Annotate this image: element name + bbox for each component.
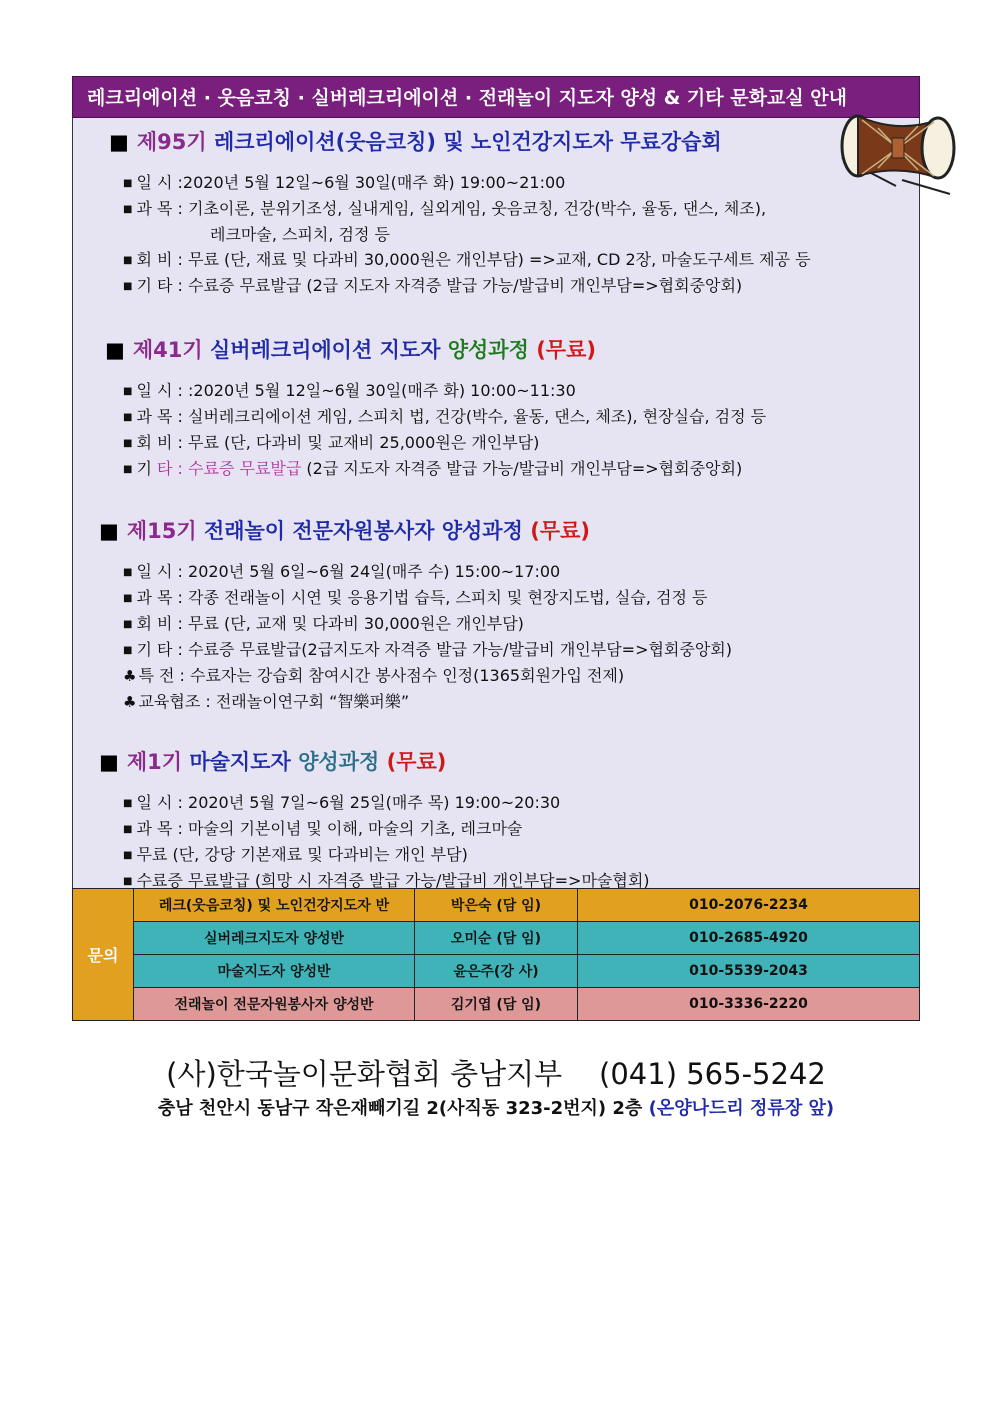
phone-cell: 010-3336-2220	[578, 988, 920, 1021]
small-square-bullet-icon: ■	[123, 281, 133, 292]
table-row	[73, 922, 920, 955]
organization-phone: (041) 565-5242	[599, 1057, 826, 1091]
clover-bullet-icon: ♣	[123, 667, 137, 685]
note-item: ♣ 특 전 : 수료자는 강습회 참여시간 봉사점수 인정(1365회원가입 전제)	[123, 666, 625, 685]
janggu-drum-icon	[838, 98, 960, 198]
list-item: ■ 회 비 : 무료 (단, 다과비 및 교재비 25,000원은 개인부담)	[123, 433, 540, 452]
person-cell: 오미순 (담 임)	[415, 922, 578, 955]
table-row	[73, 955, 920, 988]
section-magic	[73, 746, 919, 894]
table-row	[73, 988, 920, 1021]
footer-address	[0, 1094, 992, 1120]
section-heading: ■ 제1기 마술지도자 양성과정 (무료)	[99, 750, 447, 774]
section-silver	[73, 334, 919, 482]
course-panel	[72, 118, 920, 888]
small-square-bullet-icon: ■	[123, 178, 133, 189]
small-square-bullet-icon: ■	[123, 255, 133, 266]
list-item: ■ 회 비 : 무료 (단, 교재 및 다과비 30,000원은 개인부담)	[123, 614, 524, 633]
section-traditional-play	[73, 515, 919, 715]
list-item: ■ 회 비 : 무료 (단, 재료 및 다과비 30,000원은 개인부담) =>교재, CD 2장, 마술도구세트 제공 등	[123, 250, 811, 269]
person-cell: 김기엽 (담 임)	[415, 988, 578, 1021]
course-cell: 전래놀이 전문자원봉사자 양성반	[134, 988, 415, 1021]
list-item: ■ 일 시 : 2020년 5월 6일~6월 24일(매주 수) 15:00~17:00	[123, 562, 561, 581]
small-square-bullet-icon: ■	[123, 798, 133, 809]
square-bullet-icon: ■	[99, 519, 119, 543]
list-item: ■ 일 시 : 2020년 5월 7일~6월 25일(매주 목) 19:00~20:30	[123, 793, 561, 812]
small-square-bullet-icon: ■	[123, 593, 133, 604]
clover-bullet-icon: ♣	[123, 693, 137, 711]
contact-label: 문의	[73, 889, 134, 1021]
document	[72, 76, 920, 1021]
small-square-bullet-icon: ■	[123, 567, 133, 578]
list-item: ■ 일 시 : :2020년 5월 12일~6월 30일(매주 화) 10:00~11:30	[123, 381, 576, 400]
person-cell: 윤은주(강 사)	[415, 955, 578, 988]
list-item: ■ 과 목 : 마술의 기본이념 및 이해, 마술의 기초, 레크마술	[123, 819, 523, 838]
section-heading: ■ 제41기 실버레크리에이션 지도자 양성과정 (무료)	[105, 338, 596, 362]
phone-cell: 010-5539-2043	[578, 955, 920, 988]
list-item: ■ 기 타 : 수료증 무료발급 (2급 지도자 자격증 발급 가능/발급비 개인부담=>협회중앙회)	[123, 276, 743, 295]
list-item: ■ 수료증 무료발급 (희망 시 자격증 발급 가능/발급비 개인부담=>마술협회)	[123, 871, 650, 890]
small-square-bullet-icon: ■	[123, 412, 133, 423]
square-bullet-icon: ■	[99, 750, 119, 774]
list-item: ■ 과 목 : 각종 전래놀이 시연 및 응용기법 습득, 스피치 및 현장지도법, 실습, 검정 등	[123, 588, 708, 607]
list-item: ■ 기 타 : 수료증 무료발급(2급지도자 자격증 발급 가능/발급비 개인부담=>협회중앙회)	[123, 640, 732, 659]
landmark-text: (온양나드리 정류장 앞)	[648, 1098, 835, 1119]
square-bullet-icon: ■	[109, 130, 129, 154]
small-square-bullet-icon: ■	[123, 438, 133, 449]
person-cell: 박은숙 (담 임)	[415, 889, 578, 922]
list-item: ■ 기 타 : 수료증 무료발급 (2급 지도자 자격증 발급 가능/발급비 개인부담=>협회중앙회)	[123, 459, 743, 478]
small-square-bullet-icon: ■	[123, 204, 133, 215]
section-recreation	[73, 126, 919, 299]
small-square-bullet-icon: ■	[123, 619, 133, 630]
list-item: ■ 무료 (단, 강당 기본재료 및 다과비는 개인 부담)	[123, 845, 468, 864]
list-item: ■ 과 목 : 기초이론, 분위기조성, 실내게임, 실외게임, 웃음코칭, 건강(박수, 율동, 댄스, 체조),	[123, 199, 767, 218]
section-heading: ■ 제95기 레크리에이션(웃음코칭) 및 노인건강지도자 무료강습회	[109, 130, 722, 154]
square-bullet-icon: ■	[105, 338, 125, 362]
contact-table	[72, 888, 920, 1021]
list-item-continuation: 레크마술, 스피치, 검정 등	[210, 225, 390, 244]
phone-cell: 010-2076-2234	[578, 889, 920, 922]
course-cell: 마술지도자 양성반	[134, 955, 415, 988]
small-square-bullet-icon: ■	[123, 876, 133, 887]
organization-name: (사)한국놀이문화협회 충남지부	[166, 1057, 563, 1091]
page-banner: 레크리에이션 · 웃음코칭 · 실버레크리에이션 · 전래놀이 지도자 양성 & 기타 문화교실 안내	[72, 76, 920, 118]
small-square-bullet-icon: ■	[123, 824, 133, 835]
small-square-bullet-icon: ■	[123, 464, 133, 475]
course-cell: 실버레크지도자 양성반	[134, 922, 415, 955]
small-square-bullet-icon: ■	[123, 386, 133, 397]
list-item: ■ 과 목 : 실버레크리에이션 게임, 스피치 법, 건강(박수, 율동, 댄스, 체조), 현장실습, 검정 등	[123, 407, 767, 426]
small-square-bullet-icon: ■	[123, 645, 133, 656]
small-square-bullet-icon: ■	[123, 850, 133, 861]
note-item: ♣ 교육협조 : 전래놀이연구회 “智樂퍼樂”	[123, 692, 410, 711]
course-cell: 레크(웃음코칭) 및 노인건강지도자 반	[134, 889, 415, 922]
address-text: 충남 천안시 동남구 작은재빼기길 2(사직동 323-2번지) 2층	[157, 1098, 643, 1119]
section-heading: ■ 제15기 전래놀이 전문자원봉사자 양성과정 (무료)	[99, 519, 590, 543]
list-item: ■ 일 시 :2020년 5월 12일~6월 30일(매주 화) 19:00~21:00	[123, 173, 566, 192]
phone-cell: 010-2685-4920	[578, 922, 920, 955]
footer-organization	[0, 1052, 992, 1093]
